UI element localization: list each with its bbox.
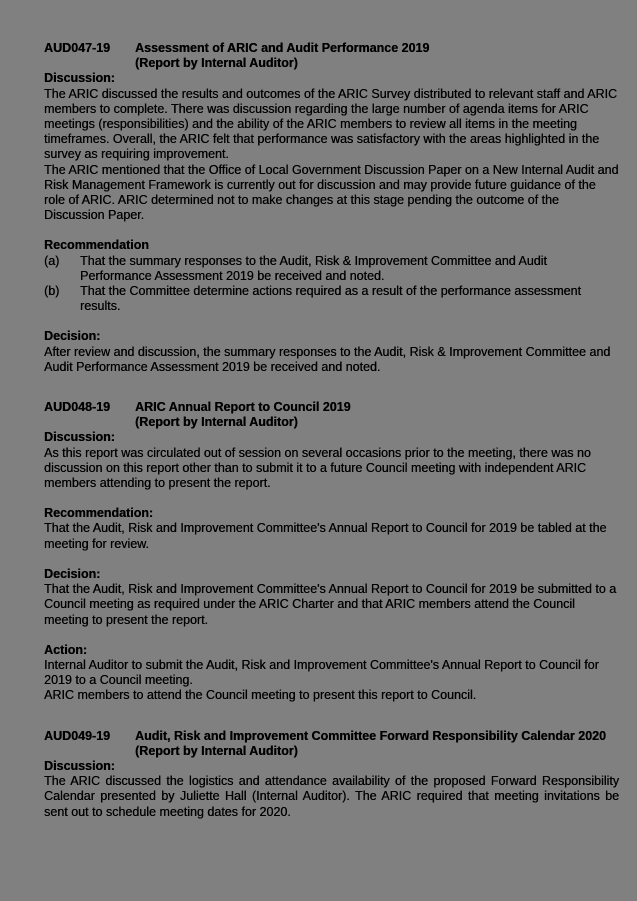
decision-paragraph: After review and discussion, the summary responses to the Audit, Risk & Improvement Committee and Audit Performance Assessment 2019 be received and noted.: [44, 344, 611, 374]
item-title-block: [135, 41, 619, 71]
discussion-paragraph: The ARIC discussed the logistics and attendance availability of the proposed Forward Responsibility Calendar presented by Juliette Hall (Internal Auditor). The ARIC required that meeting invitations be sent out to schedule meeting dates for 2020.: [44, 774, 619, 819]
item-heading: [44, 400, 619, 430]
item-code: AUD049-19: [44, 728, 111, 743]
item-report-by: (Report by Internal Auditor): [135, 56, 298, 71]
action-paragraph: Internal Auditor to submit the Audit, Risk and Improvement Committee's Annual Report to Council for 2019 to a Council meeting.: [44, 657, 599, 688]
discussion-paragraph: The ARIC mentioned that the Office of Local Government Discussion Paper on a New Internal Audit and Risk Management Framework is currently out for discussion and may provide future guidance of the role of ARIC. ARIC determined not to make changes at this stage pending the outcome of the Discussion Paper.: [44, 162, 619, 223]
item-heading: [44, 41, 619, 71]
discussion-heading: Discussion:: [44, 71, 115, 86]
recommendation-paragraph: That the Audit, Risk and Improvement Committee's Annual Report to Council for 2019 be tabled at the meeting for review.: [44, 521, 607, 551]
item-title: Assessment of ARIC and Audit Performance 2019: [135, 41, 430, 55]
decision-heading: Decision:: [44, 329, 101, 344]
decision-paragraph: That the Audit, Risk and Improvement Committee's Annual Report to Council for 2019 be submitted to a Council meeting as required under the ARIC Charter and that ARIC members attend the Council meeting to present the report.: [44, 582, 617, 627]
recommendation-heading: Recommendation:: [44, 506, 154, 521]
item-code: AUD048-19: [44, 400, 111, 415]
item-title: Audit, Risk and Improvement Committee Forward Responsibility Calendar 2020: [135, 728, 606, 743]
item-report-by: (Report by Internal Auditor): [135, 415, 298, 430]
item-title-block: [135, 729, 619, 759]
action-paragraph: ARIC members to attend the Council meeting to present this report to Council.: [44, 688, 477, 703]
agenda-item-aud047-19: [44, 41, 619, 375]
list-item-text: That the Committee determine actions required as a result of the performance assessment results.: [80, 284, 581, 314]
item-title: ARIC Annual Report to Council 2019: [135, 400, 351, 415]
list-item-label: (a): [44, 253, 60, 268]
agenda-item-aud048-19: [44, 400, 619, 703]
agenda-item-aud049-19: [44, 729, 619, 820]
action-heading: Action:: [44, 642, 88, 657]
item-heading: [44, 729, 619, 759]
recommendation-list-item: [44, 284, 619, 314]
discussion-heading: Discussion:: [44, 430, 115, 445]
list-item-text: That the summary responses to the Audit, Risk & Improvement Committee and Audit Performance Assessment 2019 be received and noted.: [80, 253, 547, 283]
discussion-heading: Discussion:: [44, 758, 115, 773]
decision-heading: Decision:: [44, 566, 101, 581]
recommendation-heading: Recommendation: [44, 238, 149, 253]
recommendation-list-item: [44, 254, 619, 284]
item-report-by: (Report by Internal Auditor): [135, 743, 298, 758]
discussion-paragraph: The ARIC discussed the results and outcomes of the ARIC Survey distributed to relevant staff and ARIC members to complete. There was discussion regarding the large number of agenda items for ARIC meetings (responsibilities) and the ability of the ARIC members to review all items in the meeting timeframes. Overall, the ARIC felt that performance was satisfactory with the areas highlighted in the survey as requiring improvement.: [44, 86, 617, 162]
list-item-label: (b): [44, 284, 60, 299]
item-title-block: [135, 400, 619, 430]
discussion-paragraph: As this report was circulated out of session on several occasions prior to the meeting, there was no discussion on this report other than to submit it to a future Council meeting with independent ARIC members attending to present the report.: [44, 445, 591, 491]
item-code: AUD047-19: [44, 41, 111, 55]
